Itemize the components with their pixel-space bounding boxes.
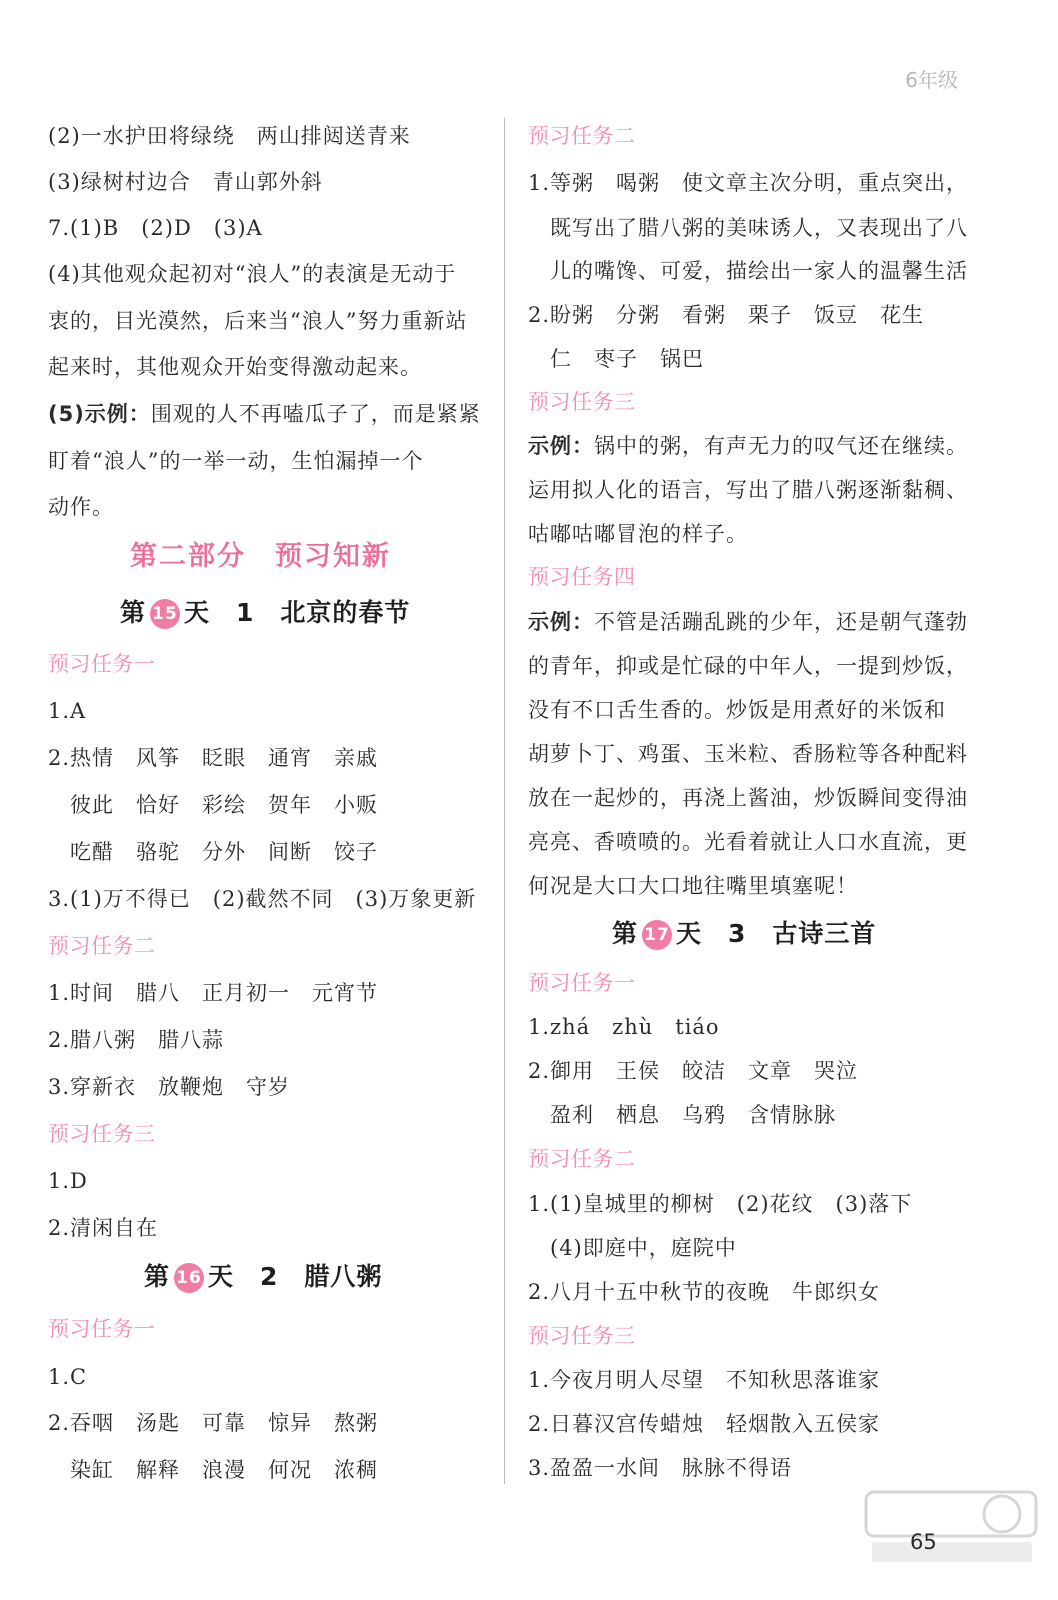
example-label: (5)示例： (48, 402, 151, 426)
day-number-badge: 15 (150, 599, 180, 629)
part-title: 第二部分 预习知新 (130, 541, 391, 572)
day-heading: 第 17 天 3 古诗三首 (612, 919, 877, 948)
answer-line: 起来时，其他观众开始变得激动起来。 (48, 355, 422, 379)
example-text: 围观的人不再嗑瓜子了，而是紧紧 (150, 402, 481, 426)
day-heading: 第 15 天 1 北京的春节 (120, 598, 411, 627)
answer-line: 彼此 恰好 彩绘 贺年 小贩 (70, 793, 378, 817)
example-text: 锅中的粥，有声无力的叹气还在继续。 (594, 434, 968, 458)
answer-line: 既写出了腊八粥的美味诱人，又表现出了八 (550, 216, 968, 240)
answer-line: 2.盼粥 分粥 看粥 栗子 饭豆 花生 (528, 303, 925, 327)
answer-line: 亮亮、香喷喷的。光看着就让人口水直流，更 (528, 830, 968, 854)
answer-line: 2.吞咽 汤匙 可靠 惊异 熬粥 (48, 1411, 379, 1435)
answer-line: 2.八月十五中秋节的夜晚 牛郎织女 (528, 1280, 881, 1304)
answer-line (528, 431, 968, 461)
answer-line: 2.日暮汉宫传蜡烛 轻烟散入五侯家 (528, 1412, 881, 1436)
answer-line: 1.(1)皇城里的柳树 (2)花纹 (3)落下 (528, 1192, 913, 1216)
answer-line: 咕嘟咕嘟冒泡的样子。 (528, 522, 748, 546)
task-heading: 预习任务一 (48, 1317, 156, 1341)
answer-line: 1.A (48, 699, 87, 723)
example-label: 示例： (528, 610, 594, 634)
answer-line: 1.等粥 喝粥 使文章主次分明，重点突出， (528, 171, 969, 195)
answer-line: 放在一起炒的，再浇上酱油，炒饭瞬间变得油 (528, 786, 968, 810)
answer-line: (4)其他观众起初对“浪人”的表演是无动于 (48, 262, 457, 286)
answer-line: 何况是大口大口地往嘴里填塞呢！ (528, 874, 858, 898)
day-number-badge: 16 (174, 1263, 204, 1293)
answer-line: 盈利 栖息 乌鸦 含情脉脉 (550, 1103, 836, 1127)
answer-line: 3.穿新衣 放鞭炮 守岁 (48, 1075, 291, 1099)
answer-line: 染缸 解释 浪漫 何况 浓稠 (70, 1458, 378, 1482)
answer-line: (4)即庭中，庭院中 (550, 1236, 737, 1260)
page-number: 65 (910, 1530, 937, 1554)
answer-line: (2)一水护田将绿绕 两山排闼送青来 (48, 124, 411, 148)
watermark-logo (862, 1486, 1042, 1566)
answer-line: 衷的，目光漠然，后来当“浪人”努力重新站 (48, 309, 468, 333)
answer-line: 1.时间 腊八 正月初一 元宵节 (48, 981, 379, 1005)
answer-line: (3)绿树村边合 青山郭外斜 (48, 170, 323, 194)
answer-line: 3.(1)万不得已 (2)截然不同 (3)万象更新 (48, 887, 477, 911)
answer-line: 动作。 (48, 495, 114, 519)
answer-line (48, 399, 481, 429)
grade-label: 6年级 (905, 68, 958, 92)
task-heading: 预习任务三 (48, 1122, 156, 1146)
answer-line: 仁 枣子 锅巴 (550, 347, 704, 371)
column-divider (504, 118, 505, 1484)
task-heading: 预习任务三 (528, 1324, 636, 1348)
task-heading: 预习任务四 (528, 565, 636, 589)
answer-line: 2.热情 风筝 眨眼 通宵 亲戚 (48, 746, 379, 770)
task-heading: 预习任务二 (48, 934, 156, 958)
answer-line: 3.盈盈一水间 脉脉不得语 (528, 1456, 793, 1480)
day-heading: 第 16 天 2 腊八粥 (144, 1262, 383, 1291)
day-number-badge: 17 (642, 920, 672, 950)
answer-line: 2.御用 王侯 皎洁 文章 哭泣 (528, 1059, 859, 1083)
task-heading: 预习任务三 (528, 390, 636, 414)
answer-line: 2.清闲自在 (48, 1216, 159, 1240)
example-label: 示例： (528, 434, 594, 458)
answer-line: 1.zhá zhù tiáo (528, 1015, 720, 1039)
answer-line: 的青年，抑或是忙碌的中年人，一提到炒饭， (528, 654, 968, 678)
answer-line: 盯着“浪人”的一举一动，生怕漏掉一个 (48, 449, 424, 473)
answer-line: 1.D (48, 1169, 88, 1193)
answer-line: 7.(1)B (2)D (3)A (48, 216, 263, 240)
task-heading: 预习任务二 (528, 124, 636, 148)
example-text: 不管是活蹦乱跳的少年，还是朝气蓬勃 (594, 610, 968, 634)
answer-line: 1.C (48, 1365, 88, 1389)
answer-line: 没有不口舌生香的。炒饭是用煮好的米饭和 (528, 698, 946, 722)
task-heading: 预习任务一 (528, 971, 636, 995)
answer-line: 胡萝卜丁、鸡蛋、玉米粒、香肠粒等各种配料 (528, 742, 968, 766)
answer-line: 2.腊八粥 腊八蒜 (48, 1028, 225, 1052)
answer-line (528, 607, 968, 637)
answer-line: 1.今夜月明人尽望 不知秋思落谁家 (528, 1368, 881, 1392)
answer-line: 儿的嘴馋、可爱，描绘出一家人的温馨生活 (550, 259, 968, 283)
task-heading: 预习任务一 (48, 652, 156, 676)
task-heading: 预习任务二 (528, 1147, 636, 1171)
answer-line: 运用拟人化的语言，写出了腊八粥逐渐黏稠、 (528, 478, 968, 502)
answer-line: 吃醋 骆驼 分外 间断 饺子 (70, 840, 378, 864)
